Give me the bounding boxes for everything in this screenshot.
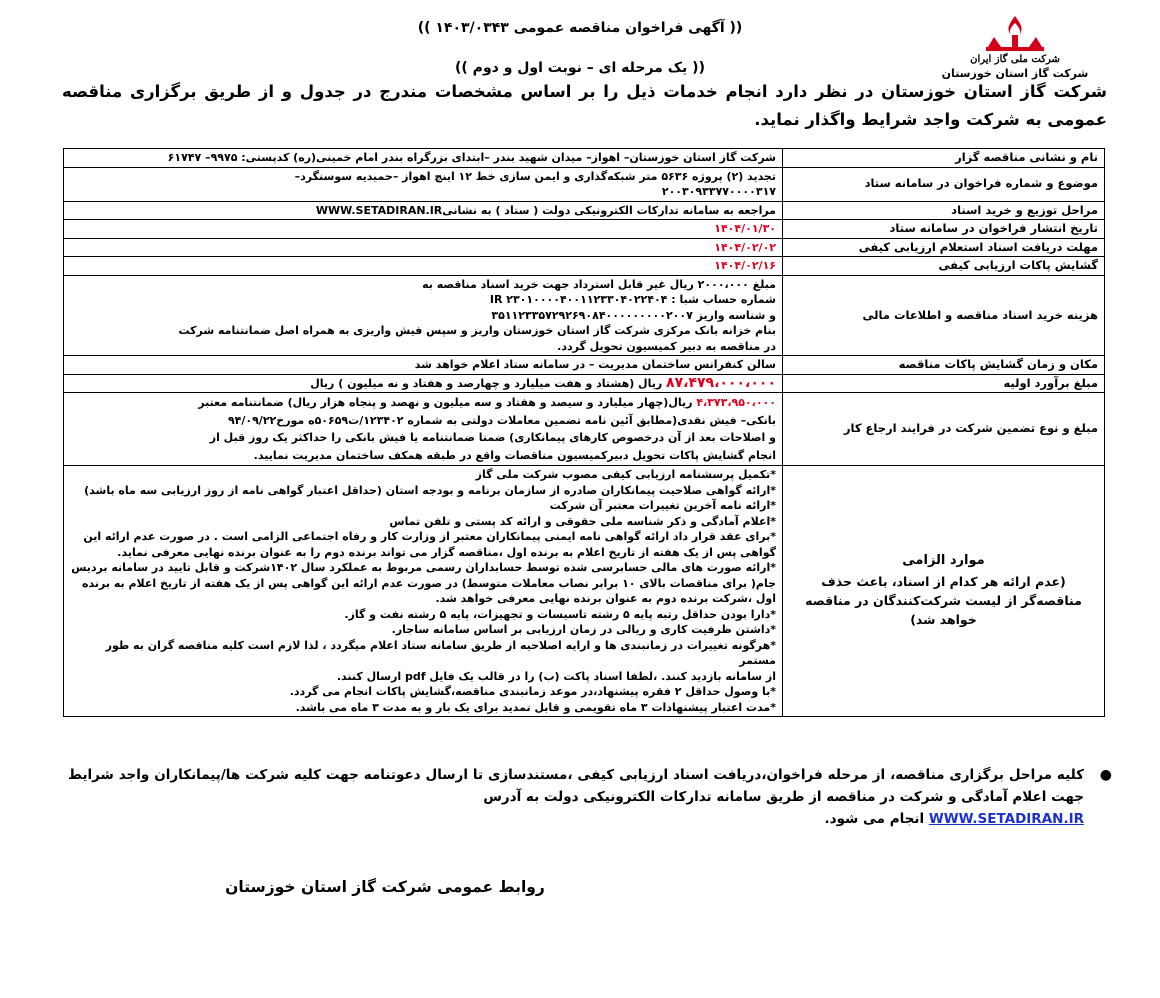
company-logo: [935, 14, 1095, 80]
note-body: کلیه مراحل برگزاری مناقصه، از مرحله فراخوان،دریافت اسناد ارزیابی کیفی ،مستندسازی تا ارسال دعوتنامه جهت کلیه شرکت ها/پیمانکاران واجد شرایط جهت اعلام آمادگی و شرکت در مناقصه از طریق سامانه تدارکات الکترونیکی دولت به آدرس: [68, 767, 1084, 805]
list-item: جام( برای مناقصات بالای ۱۰ برابر نصاب معاملات متوسط) در صورت عدم ارائه این گواهی پس از یک هفته از تاریخ اعلام به برنده: [82, 576, 776, 590]
fee-line: و شناسه واریز ۳۵۱۱۲۳۳۵۷۲۹۲۶۹۰۸۴۰۰۰۰۰۰۰۰۰۲۰۰۷: [491, 308, 776, 322]
table-row: [64, 374, 1105, 393]
guarantee-line: و اصلاحات بعد از آن درخصوص کارهای پیمانکاری) ضمنا ضمانتنامه یا فیش بانکی را حداکثر یک روز قبل از: [209, 431, 776, 444]
table-row: [64, 201, 1105, 220]
guarantee-line: انجام گشایش پاکات تحویل دبیرکمیسیون مناقصات واقع در طبقه همکف ساختمان مدیریت نمایید.: [253, 448, 776, 462]
bullet-icon: ●: [1099, 767, 1112, 783]
guarantee-text: ریال(چهار میلیارد و سیصد و هفتاد و سه میلیون و نهصد و پنجاه هزار ریال) ضمانتنامه معتبر: [198, 396, 693, 409]
row-label: هزینه خرید اسناد مناقصه و اطلاعات مالی: [783, 275, 1105, 356]
row-label: مکان و زمان گشایش پاکات مناقصه: [783, 356, 1105, 375]
fee-line: بنام خزانه بانک مرکزی شرکت گاز استان خوزستان واریز و سپس فیش واریزی به همراه اصل ضمانتنامه شرکت: [178, 324, 776, 337]
tender-number: ۲۰۰۳۰۹۳۳۷۷۰۰۰۰۳۱۷: [661, 185, 776, 198]
row-label: [783, 466, 1105, 717]
row-value: [64, 393, 783, 466]
row-label: تاریخ انتشار فراخوان در سامانه ستاد: [783, 220, 1105, 239]
public-relations-signature: روابط عمومی شرکت گاز استان خوزستان: [225, 878, 545, 896]
guarantee-line: بانکی– فیش نقدی(مطابق آئین نامه تضمین معاملات دولتی به شماره ۱۲۳۴۰۲/ت۵۰۶۵۹ه مورخ۹۴/۰۹/۲۲: [227, 413, 776, 427]
list-item: *دارا بودن حداقل رتبه پایه ۵ رشته تاسیسات و تجهیزات، پایه ۵ رشته نفت و گاز.: [344, 607, 776, 621]
list-item: از سامانه بازدید کنند. ،لطفا اسناد پاکت (ب) را در قالب یک فایل pdf ارسال کنند.: [336, 669, 776, 683]
row-value: [64, 374, 783, 393]
estimate-amount: ۸۷،۴۷۹،۰۰۰،۰۰۰: [666, 374, 776, 391]
list-item: *اعلام آمادگی و ذکر شناسه ملی حقوقی و ارائه کد پستی و تلفن تماس: [389, 514, 776, 528]
guarantee-amount: ۴،۳۷۳،۹۵۰،۰۰۰: [696, 396, 776, 409]
note-tail: انجام می شود.: [824, 811, 925, 827]
tender-details-table: [63, 148, 1105, 717]
list-item: *با وصول حداقل ۲ فقره پیشنهاد،در موعد زمانبندی مناقصه،گشایش پاکات انجام می گردد.: [289, 685, 776, 698]
list-item: *ارائه نامه آخرین تغییرات معتبر آن شرکت: [549, 499, 776, 512]
table-row: [64, 149, 1105, 168]
row-label: گشایش پاکات ارزیابی کیفی: [783, 257, 1105, 276]
table-row: [64, 257, 1105, 276]
requirements-note: (عدم ارائه هر کدام از اسناد، باعث حذف مناقصه‌گر از لیست شرکت‌کنندگان در مناقصه خواهد شد): [805, 574, 1082, 628]
list-item: *ارائه گواهی صلاحیت پیمانکاران صادره از سازمان برنامه و بودجه استان (حداقل اعتبار گواهی نامه از روز ارزیابی سه ماه باشد): [84, 483, 776, 497]
table-row: [64, 167, 1105, 201]
announcement-title: (( آگهی فراخوان مناقصه عمومی ۱۴۰۳/۰۳۴۳ )): [417, 20, 743, 36]
row-label: مراحل توزیع و خرید اسناد: [783, 201, 1105, 220]
table-row: [64, 356, 1105, 375]
requirements-title: موارد الزامی: [902, 552, 985, 568]
table-row: [64, 220, 1105, 239]
row-value: [64, 275, 783, 356]
estimate-text: ریال (هشتاد و هفت میلیارد و چهارصد و هفتاد و نه میلیون ) ریال: [310, 376, 663, 390]
fee-line: شماره حساب شبا : IR ۲۳۰۱۰۰۰۰۴۰۰۱۱۲۳۳۰۴۰۲۲۴۰۴: [489, 293, 776, 306]
list-item: *هرگونه تغییرات در زمانبندی ها و ارایه اصلاحیه از طریق سامانه ستاد اعلام میگردد ، لذا لازم است کلیه مناقصه گران به طور مستمر: [105, 638, 776, 667]
row-label: نام و نشانی مناقصه گزار: [783, 149, 1105, 168]
note-text: [68, 764, 1084, 830]
row-label: مهلت دریافت اسناد استعلام ارزیابی کیفی: [783, 238, 1105, 257]
setadiran-link[interactable]: WWW.SETADIRAN.IR: [928, 811, 1084, 827]
announcement-subtitle: (( یک مرحله ای – نوبت اول و دوم )): [455, 60, 705, 76]
row-value: [64, 167, 783, 201]
list-item: *ارائه صورت های مالی حسابرسی شده توسط حسابداران رسمی مربوط به عملکرد سال ۱۴۰۲شرکت و قابل تایید در سامانه بردیس: [71, 561, 776, 574]
row-value: سالن کنفرانس ساختمان مدیریت – در سامانه ستاد اعلام خواهد شد: [64, 356, 783, 375]
publish-date: ۱۴۰۴/۰۱/۳۰: [64, 220, 783, 239]
fee-line: در مناقصه به دبیر کمیسیون تحویل گردد.: [557, 339, 776, 353]
table-row: [64, 238, 1105, 257]
subject-line: تجدید (۲) پروژه ۵۶۳۶ متر شبکه‌گذاری و ایمن سازی خط ۱۲ اینچ اهواز –حمیدیه سوسنگرد–: [294, 169, 776, 183]
company-name: شرکت گاز استان خوزستان: [941, 67, 1089, 80]
list-item: اول ،شرکت برنده دوم به عنوان برنده نهایی معرفی خواهد شد.: [435, 592, 776, 605]
row-label: مبلغ و نوع تضمین شرکت در فرایند ارجاع کار: [783, 393, 1105, 466]
guarantee-line: [70, 394, 776, 412]
list-item: گواهی پس از یک هفته از تاریخ اعلام به برنده اول ،مناقصه گزار می تواند برنده دوم را به عنوان برنده نهایی معرفی نماید.: [117, 545, 776, 559]
deadline-date: ۱۴۰۴/۰۲/۰۲: [64, 238, 783, 257]
row-label: موضوع و شماره فراخوان در سامانه ستاد: [783, 167, 1105, 201]
row-value: شرکت گاز استان خوزستان– اهواز– میدان شهید بندر –ابتدای بزرگراه بندر امام خمینی(ره) کدپستی: ۹۹۷۵– ۶۱۷۴۷: [64, 149, 783, 168]
logo-brand-text: شرکت ملی گاز ایران: [970, 54, 1060, 65]
gas-flame-logo-icon: [978, 14, 1052, 54]
row-value: مراجعه به سامانه تدارکات الکترونیکی دولت ( ستاد ) به نشانیWWW.SETADIRAN.IR: [64, 201, 783, 220]
opening-date: ۱۴۰۴/۰۲/۱۶: [64, 257, 783, 276]
requirements-list: [64, 466, 783, 717]
procedure-note: [68, 764, 1112, 830]
table-row: [64, 466, 1105, 717]
list-item: *تکمیل پرسشنامه ارزیابی کیفی مصوب شرکت ملی گاز: [475, 468, 776, 481]
list-item: *برای عقد قرار داد ارائه گواهی نامه ایمنی پیمانکاران معتبر از وزارت کار و رفاه اجتماعی الزامی است . در صورت عدم ارائه این: [83, 530, 776, 543]
list-item: *مدت اعتبار پیشنهادات ۳ ماه تقویمی و قابل تمدید برای یک بار و به مدت ۳ ماه می باشد.: [295, 700, 776, 714]
fee-line: مبلغ ۲۰۰۰،۰۰۰ ریال غیر قابل استرداد جهت خرید اسناد مناقصه به: [422, 277, 776, 291]
table-row: [64, 275, 1105, 356]
table-row: [64, 393, 1105, 466]
intro-paragraph: شرکت گاز استان خوزستان در نظر دارد انجام خدمات ذیل را بر اساس مشخصات مندرج در جدول و از طریق برگزاری مناقصه عمومی به شرکت واجد شرایط واگذار نماید.: [62, 82, 1107, 129]
row-label: مبلغ برآورد اولیه: [783, 374, 1105, 393]
list-item: *داشتن ظرفیت کاری و ریالی در زمان ارزیابی بر اساس سامانه ساجار.: [391, 623, 776, 636]
